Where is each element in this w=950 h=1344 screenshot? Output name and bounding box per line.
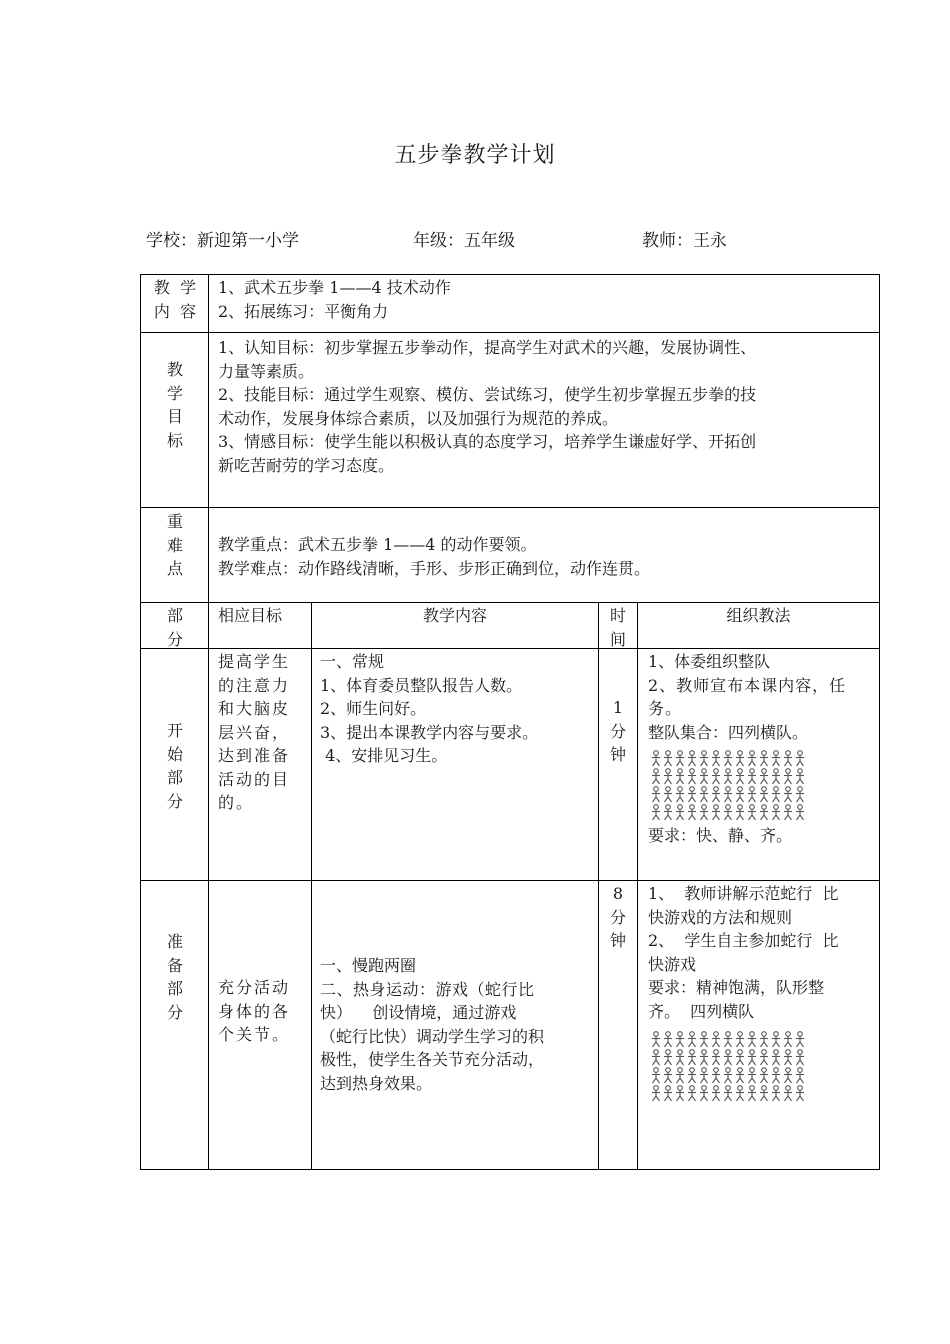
key-row-label — [142, 510, 208, 581]
table-border-right — [879, 274, 880, 1170]
start-part-char: 开 — [166, 721, 183, 740]
start-requirement: 要求：快、静、齐。 — [648, 826, 793, 845]
prep-content-line: 极性，使学生各关节充分活动， — [320, 1050, 545, 1069]
stick-figure-icon — [760, 787, 768, 802]
goals-label-char: 目 — [166, 407, 183, 426]
stick-figure-icon — [700, 1032, 708, 1047]
stick-figure-icon — [724, 769, 732, 784]
stick-figure-icon — [712, 1068, 720, 1083]
stick-figure-icon — [772, 805, 780, 820]
prep-time-char: 钟 — [609, 931, 626, 950]
stick-figure-icon — [724, 1050, 732, 1065]
header-part-char: 部 — [166, 606, 183, 625]
start-content-line: 4、安排见习生。 — [320, 746, 448, 765]
prep-part-char: 备 — [166, 955, 183, 975]
stick-figure-icon — [700, 751, 708, 766]
stick-figure-icon — [784, 1068, 792, 1083]
stick-figure-icon — [700, 787, 708, 802]
start-part-char: 分 — [166, 791, 183, 811]
table-divider — [140, 602, 880, 603]
key-points — [218, 533, 868, 580]
stick-figure-icon — [664, 805, 672, 820]
stick-figure-icon — [712, 1050, 720, 1065]
stick-figure-icon — [712, 769, 720, 784]
stick-figure-icon — [736, 1050, 744, 1065]
stick-figure-icon — [748, 1050, 756, 1065]
lesson-plan-table — [140, 274, 880, 1170]
stick-figure-icon — [784, 805, 792, 820]
content-item: 1、武术五步拳 1——4 技术动作 — [218, 278, 451, 297]
prep-method-line: 齐。 四列横队 — [648, 1001, 755, 1021]
start-target-line: 的注意力 — [218, 675, 291, 695]
content-item: 2、拓展练习：平衡角力 — [218, 301, 389, 321]
goals-label-char: 标 — [166, 430, 183, 450]
header-part-char: 分 — [166, 629, 183, 649]
prep-method-line: 快游戏的方法和规则 — [648, 907, 793, 927]
start-part-char: 始 — [166, 744, 183, 764]
stick-figure-icon — [724, 805, 732, 820]
stick-figure-icon — [676, 769, 684, 784]
stick-figure-icon — [796, 787, 804, 802]
stick-figure-icon — [700, 1086, 708, 1101]
start-target-line: 提高学生 — [218, 652, 291, 671]
stick-figure-icon — [784, 769, 792, 784]
prep-target-line: 身体的各 — [218, 1001, 291, 1021]
stick-figure-icon — [736, 1068, 744, 1083]
stick-figure-icon — [748, 751, 756, 766]
stick-figure-icon — [796, 1050, 804, 1065]
prep-method — [648, 882, 874, 1101]
stick-figure-icon — [760, 1050, 768, 1065]
start-target-line: 的。 — [218, 793, 255, 812]
stick-figure-icon — [724, 1032, 732, 1047]
stick-figure-icon — [772, 787, 780, 802]
stick-figure-icon — [676, 805, 684, 820]
stick-figure-icon — [760, 1032, 768, 1047]
stick-figure-icon — [688, 1050, 696, 1065]
prep-content-line: 二、热身运动：游戏（蛇行比 — [320, 979, 535, 999]
start-method — [648, 650, 874, 848]
goals-line: 术动作，发展身体综合素质，以及加强行为规范的养成。 — [218, 408, 619, 428]
stick-figure-icon — [760, 769, 768, 784]
goals-line: 3、情感目标：使学生能以积极认真的态度学习，培养学生谦虚好学、开拓创 — [218, 432, 757, 451]
formation-diagram — [650, 748, 874, 820]
stick-figure-icon — [772, 1068, 780, 1083]
stick-figure-icon — [664, 751, 672, 766]
prep-content-line: 一、慢跑两圈 — [320, 956, 417, 975]
table-divider — [140, 507, 880, 508]
stick-figure-icon — [796, 805, 804, 820]
stick-figure-icon — [736, 1032, 744, 1047]
stick-figure-icon — [772, 769, 780, 784]
stick-figure-icon — [688, 751, 696, 766]
goals-label-char: 学 — [166, 383, 183, 403]
start-method-line: 1、体委组织整队 — [648, 652, 771, 671]
stick-figure-icon — [748, 787, 756, 802]
stick-figure-icon — [652, 1086, 660, 1101]
stick-figure-icon — [676, 1032, 684, 1047]
table-divider — [637, 602, 638, 1170]
start-target — [218, 650, 306, 815]
stick-figure-icon — [712, 1032, 720, 1047]
stick-figure-icon — [652, 787, 660, 802]
stick-figure-icon — [760, 1086, 768, 1101]
stick-figure-icon — [664, 1086, 672, 1101]
goals-text — [218, 336, 874, 477]
stick-figure-icon — [748, 1086, 756, 1101]
goals-line: 2、技能目标：通过学生观察、模仿、尝试练习，使学生初步掌握五步拳的技 — [218, 385, 757, 404]
prep-method-line: 1、 教师讲解示范蛇行 比 — [648, 884, 839, 903]
prep-content-line: （蛇行比快）调动学生学习的积 — [320, 1026, 545, 1046]
prep-part-char: 分 — [166, 1002, 183, 1022]
stick-figure-icon — [676, 1086, 684, 1101]
stick-figure-icon — [784, 751, 792, 766]
stick-figure-icon — [712, 805, 720, 820]
stick-figure-icon — [736, 1086, 744, 1101]
stick-figure-icon — [712, 751, 720, 766]
stick-figure-icon — [652, 751, 660, 766]
stick-figure-icon — [652, 1032, 660, 1047]
prep-part-label — [142, 930, 208, 1024]
prep-content — [320, 954, 596, 1095]
difficulty-text: 教学难点：动作路线清晰，手形、步形正确到位，动作连贯。 — [218, 558, 651, 578]
stick-figure-icon — [688, 769, 696, 784]
start-time-char: 1 — [612, 698, 624, 717]
stick-figure-icon — [784, 1050, 792, 1065]
stick-figure-icon — [772, 751, 780, 766]
table-divider — [140, 332, 880, 333]
stick-figure-icon — [700, 1050, 708, 1065]
start-target-line: 活动的目 — [218, 769, 291, 789]
start-content — [320, 650, 596, 768]
prep-method-line: 要求：精神饱满，队形整 — [648, 978, 825, 997]
start-part-label — [142, 719, 208, 813]
start-content-line: 2、师生问好。 — [320, 699, 427, 718]
stick-figure-icon — [760, 751, 768, 766]
stick-figure-icon — [748, 769, 756, 784]
header-target: 相应目标 — [218, 606, 283, 625]
start-time-char: 分 — [609, 721, 626, 741]
prep-target-line: 个关节。 — [218, 1025, 291, 1044]
start-target-line: 和大脑皮 — [218, 699, 291, 718]
content-label-line: 教 学 — [153, 278, 197, 297]
stick-figure-icon — [748, 805, 756, 820]
stick-figure-icon — [652, 805, 660, 820]
start-content-line: 3、提出本课教学内容与要求。 — [320, 722, 539, 742]
stick-figure-icon — [796, 1032, 804, 1047]
goals-line: 1、认知目标：初步掌握五步拳动作，提高学生对武术的兴趣，发展协调性、 — [218, 338, 757, 357]
key-label-char: 重 — [166, 512, 183, 531]
prep-part-char: 准 — [166, 932, 183, 951]
table-border-top — [140, 274, 880, 275]
table-divider — [208, 274, 209, 1170]
stick-figure-icon — [688, 1032, 696, 1047]
content-label-line: 内 容 — [153, 301, 197, 321]
stick-figure-icon — [676, 1068, 684, 1083]
page-title: 五步拳教学计划 — [394, 143, 556, 168]
stick-figure-icon — [748, 1068, 756, 1083]
prep-method-line: 快游戏 — [648, 954, 697, 974]
stick-figure-icon — [700, 769, 708, 784]
stick-figure-icon — [784, 1032, 792, 1047]
table-border-left — [140, 274, 141, 1170]
stick-figure-icon — [736, 805, 744, 820]
stick-figure-icon — [688, 805, 696, 820]
stick-figure-icon — [724, 1086, 732, 1101]
stick-figure-icon — [676, 1050, 684, 1065]
prep-time — [599, 882, 637, 953]
header-content: 教学内容 — [422, 606, 487, 625]
header-time-char: 间 — [609, 629, 626, 649]
start-content-line: 1、体育委员整队报告人数。 — [320, 675, 523, 695]
prep-method-line: 2、 学生自主参加蛇行 比 — [648, 931, 839, 950]
stick-figure-icon — [748, 1032, 756, 1047]
stick-figure-icon — [772, 1032, 780, 1047]
stick-figure-icon — [700, 805, 708, 820]
stick-figure-icon — [736, 769, 744, 784]
stick-figure-icon — [772, 1050, 780, 1065]
stick-figure-icon — [772, 1086, 780, 1101]
table-divider — [311, 602, 312, 1170]
formation-figures — [650, 748, 810, 820]
header-part — [142, 604, 208, 651]
teacher-label: 教师：王永 — [642, 231, 727, 251]
stick-figure-icon — [760, 1068, 768, 1083]
stick-figure-icon — [796, 769, 804, 784]
prep-time-char: 分 — [609, 907, 626, 927]
prep-target — [218, 976, 306, 1047]
stick-figure-icon — [712, 787, 720, 802]
stick-figure-icon — [760, 805, 768, 820]
content-row-label — [142, 276, 208, 323]
start-target-line: 达到准备 — [218, 746, 291, 765]
stick-figure-icon — [688, 1086, 696, 1101]
stick-figure-icon — [736, 787, 744, 802]
stick-figure-icon — [664, 787, 672, 802]
table-divider — [140, 648, 880, 649]
goals-line: 新吃苦耐劳的学习态度。 — [218, 455, 395, 475]
start-content-line: 一、常规 — [320, 652, 385, 671]
stick-figure-icon — [664, 1068, 672, 1083]
start-method-line: 整队集合：四列横队。 — [648, 722, 809, 742]
header-method: 组织教法 — [726, 606, 791, 625]
start-time — [599, 696, 637, 767]
stick-figure-icon — [724, 1068, 732, 1083]
stick-figure-icon — [796, 1068, 804, 1083]
stick-figure-icon — [712, 1086, 720, 1101]
goals-line: 力量等素质。 — [218, 361, 315, 381]
formation-figures — [650, 1029, 810, 1101]
stick-figure-icon — [796, 1086, 804, 1101]
prep-content-line: 快） 创设情境，通过游戏 — [320, 1003, 517, 1022]
start-method-line: 2、教师宣布本课内容，任务。 — [648, 675, 847, 718]
prep-content-line: 达到热身效果。 — [320, 1073, 433, 1093]
key-point-text: 教学重点：武术五步拳 1——4 的动作要领。 — [218, 535, 537, 554]
stick-figure-icon — [664, 769, 672, 784]
stick-figure-icon — [700, 1068, 708, 1083]
goals-label-char: 教 — [166, 360, 183, 379]
goals-row-label — [142, 358, 208, 452]
stick-figure-icon — [724, 787, 732, 802]
stick-figure-icon — [784, 787, 792, 802]
start-target-line: 层兴奋， — [218, 722, 291, 742]
header-time — [599, 604, 637, 651]
stick-figure-icon — [652, 1050, 660, 1065]
key-label-char: 点 — [166, 559, 183, 578]
stick-figure-icon — [688, 1068, 696, 1083]
key-label-char: 难 — [166, 535, 183, 555]
start-time-char: 钟 — [609, 745, 626, 764]
stick-figure-icon — [796, 751, 804, 766]
grade-label: 年级：五年级 — [413, 231, 515, 251]
stick-figure-icon — [676, 787, 684, 802]
stick-figure-icon — [784, 1086, 792, 1101]
prep-time-char: 8 — [612, 884, 624, 903]
formation-diagram — [650, 1029, 874, 1101]
school-label: 学校：新迎第一小学 — [146, 231, 299, 251]
stick-figure-icon — [664, 1050, 672, 1065]
header-time-char: 时 — [609, 606, 626, 625]
start-part-char: 部 — [166, 768, 183, 787]
prep-target-line: 充分活动 — [218, 978, 291, 997]
stick-figure-icon — [676, 751, 684, 766]
table-border-bottom — [140, 1169, 880, 1170]
stick-figure-icon — [724, 751, 732, 766]
stick-figure-icon — [652, 1068, 660, 1083]
table-divider — [140, 880, 880, 881]
content-row-items — [218, 276, 868, 323]
stick-figure-icon — [688, 787, 696, 802]
stick-figure-icon — [736, 751, 744, 766]
stick-figure-icon — [664, 1032, 672, 1047]
prep-part-char: 部 — [166, 979, 183, 998]
stick-figure-icon — [652, 769, 660, 784]
